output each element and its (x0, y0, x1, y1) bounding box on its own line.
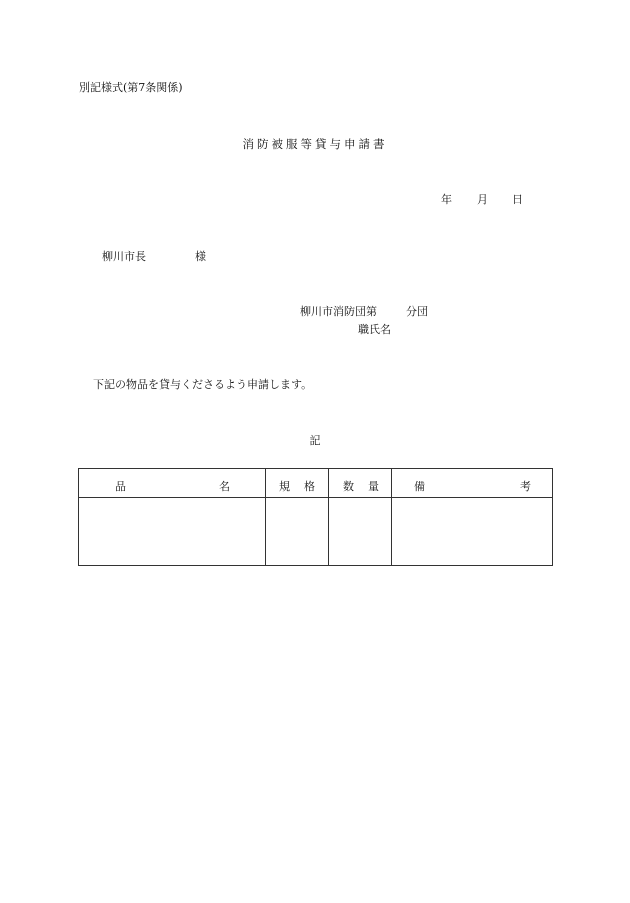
applicant-name-label: 職氏名 (358, 323, 391, 336)
date-month-label: 月 (477, 193, 488, 206)
record-label: 記 (309, 434, 321, 447)
applicant-org-suffix: 分団 (406, 305, 428, 318)
form-reference: 別記様式(第7条関係) (79, 81, 183, 94)
header-spec: 規 格 (266, 469, 329, 498)
date-day-label: 日 (512, 193, 523, 206)
applicant-org-prefix: 柳川市消防団第 (300, 305, 377, 318)
cell-item-name[interactable] (79, 498, 266, 566)
request-statement: 下記の物品を貸与くださるよう申請します。 (93, 378, 313, 391)
items-table (78, 468, 553, 566)
date-year-label: 年 (441, 193, 452, 206)
cell-quantity[interactable] (329, 498, 392, 566)
table-row (79, 498, 553, 566)
header-remarks: 備 考 (392, 469, 553, 498)
header-quantity: 数 量 (329, 469, 392, 498)
addressee-honorific: 様 (195, 250, 206, 263)
cell-spec[interactable] (266, 498, 329, 566)
addressee (102, 250, 206, 263)
table-header-row (79, 469, 553, 498)
cell-remarks[interactable] (392, 498, 553, 566)
applicant-organization (300, 305, 428, 318)
addressee-name: 柳川市長 (102, 250, 146, 263)
header-item-name: 品 名 (79, 469, 266, 498)
document-title: 消防被服等貸与申請書 (242, 137, 388, 151)
